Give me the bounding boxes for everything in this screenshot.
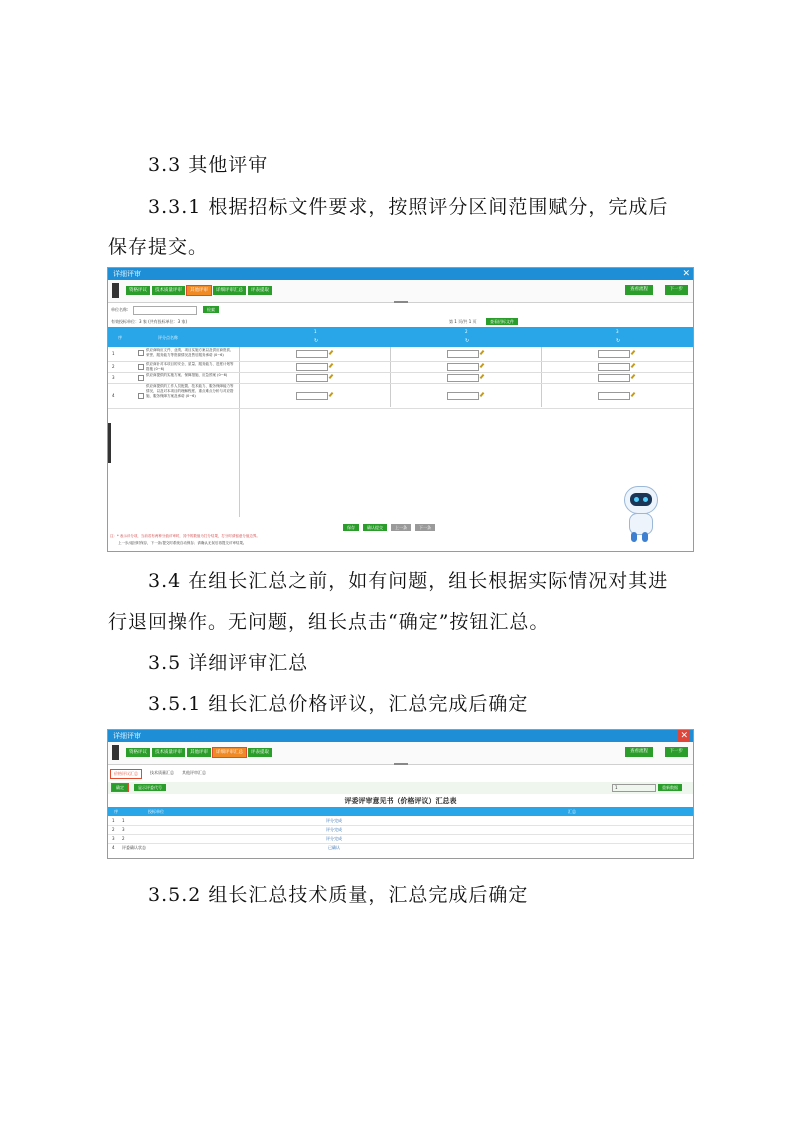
window-title: 详细评审: [113, 732, 141, 740]
summary-table-header: [108, 807, 693, 816]
row-item-text: 供应商针对本项目的安全、质量、服务能力、进度计划等措施 (0~6): [146, 362, 234, 371]
header-bidder-3: 3: [616, 329, 619, 334]
query-button[interactable]: 检索: [203, 306, 219, 313]
score-input[interactable]: [296, 350, 328, 358]
bidder-count: 有效投标单位：3 家 (共有投标单位：3 家): [111, 319, 188, 324]
note-line-2: 上一步/返回时保存，下一条/提交时系统自动保存；请确认无误后再提交评审结果。: [118, 541, 247, 545]
row-status-link[interactable]: 评分完成: [326, 827, 342, 832]
confirm-status: 已确认: [328, 845, 340, 850]
pencil-icon[interactable]: [480, 350, 485, 355]
collapse-handle[interactable]: [394, 301, 408, 303]
table-row: [108, 826, 693, 835]
section-heading-3-3: 3.3 其他评审: [148, 154, 269, 176]
header-item: 评分点名称: [158, 335, 178, 340]
table-row: [108, 817, 693, 826]
subtab-other[interactable]: 其他评审汇总: [182, 770, 206, 775]
tab-other-review[interactable]: 其他评审: [187, 286, 211, 295]
summary-table-body: [108, 817, 693, 852]
subtab-technical[interactable]: 技术质量汇总: [150, 770, 174, 775]
row-no: 2: [112, 827, 115, 832]
score-input[interactable]: [447, 350, 479, 358]
tab-technical[interactable]: 技术质量评审: [152, 286, 185, 295]
tab-technical[interactable]: 技术质量评审: [152, 748, 185, 757]
robot-mascot: [620, 486, 660, 546]
app-logo: [112, 283, 119, 298]
row-name: 1: [122, 818, 125, 823]
stage-tabs: [126, 748, 272, 757]
row-no: 2: [112, 364, 115, 369]
score-input[interactable]: [447, 374, 479, 382]
row-checkbox[interactable]: [138, 350, 144, 356]
window-title: 详细评审: [113, 270, 141, 278]
tab-qualification[interactable]: 资格评议: [126, 748, 150, 757]
row-checkbox[interactable]: [138, 393, 144, 399]
row-no: 1: [112, 818, 115, 823]
row-item-text: 供应商响应文件、业绩、项目实施方案以及供应商资质、荣誉、服务能力等资源情况及售后服务承诺 (0~6): [146, 348, 234, 357]
tab-other-review[interactable]: 其他评审: [187, 748, 211, 757]
header-name: 投标单位: [148, 809, 164, 814]
row-no: 3: [112, 836, 115, 841]
bottom-button-bar: [343, 524, 435, 531]
row-no: 4: [112, 845, 115, 850]
paragraph-3-3-1: 3.3.1 根据招标文件要求，按照评分区间范围赋分，完成后: [148, 196, 669, 218]
summary-table-title: 评委评审意见书（价格评议）汇总表: [344, 797, 457, 805]
collapse-handle[interactable]: [394, 763, 408, 765]
pencil-icon[interactable]: [631, 392, 636, 397]
view-process-button[interactable]: 查看流程: [625, 747, 653, 757]
toolbar: [108, 280, 693, 303]
price-summary-screenshot: [107, 729, 694, 859]
tab-qualification[interactable]: 资格评议: [126, 286, 150, 295]
next-step-button[interactable]: 下一步: [665, 747, 689, 757]
page-input[interactable]: 1: [612, 784, 656, 792]
window-titlebar: [108, 268, 693, 280]
tab-extract[interactable]: 评表提取: [248, 286, 272, 295]
save-button[interactable]: 保存: [343, 524, 359, 531]
company-search-input[interactable]: [133, 306, 197, 315]
page-indicator: 第 1 页/共 1 页: [449, 319, 477, 324]
show-judge-code-button[interactable]: 显示评委代号: [134, 784, 166, 791]
paragraph-3-3-1-cont: 保存提交。: [108, 236, 209, 258]
pencil-icon[interactable]: [631, 363, 636, 368]
next-button[interactable]: 下一条: [415, 524, 435, 531]
side-strip: [108, 423, 111, 463]
summary-subtabs: [110, 769, 206, 779]
tab-extract[interactable]: 评表提取: [248, 748, 272, 757]
row-name: 3: [122, 827, 125, 832]
pencil-icon[interactable]: [631, 374, 636, 379]
row-name: 2: [122, 836, 125, 841]
pencil-icon[interactable]: [329, 374, 334, 379]
pencil-icon[interactable]: [329, 363, 334, 368]
tab-summary[interactable]: 详细评审汇总: [213, 286, 246, 295]
table-row: [108, 844, 693, 852]
row-item-text: 供应商提供的实施方案、保障措施、应急预案 (0~6): [146, 373, 228, 377]
app-logo: [112, 745, 119, 760]
score-input[interactable]: [296, 374, 328, 382]
window-titlebar: [108, 730, 693, 742]
next-step-button[interactable]: 下一步: [665, 285, 689, 295]
header-no: 序: [118, 335, 122, 340]
previous-button[interactable]: 上一条: [391, 524, 411, 531]
table-row: [108, 347, 693, 362]
table-header: [108, 327, 693, 347]
score-input[interactable]: [447, 392, 479, 400]
score-input[interactable]: [598, 374, 630, 382]
view-process-button[interactable]: 查看流程: [625, 285, 653, 295]
close-icon[interactable]: ✕: [682, 269, 690, 279]
table-row: [108, 835, 693, 844]
header-sum: 汇总: [568, 809, 576, 814]
toolbar: [108, 742, 693, 765]
note-line-1: 注：* 表示评分项，当前若有两种分值评审时，其中的数值为打分结果，打分时请留意分值边界。: [110, 534, 260, 538]
paragraph-3-5-2: 3.5.2 组长汇总技术质量，汇总完成后确定: [148, 884, 529, 906]
scoring-screenshot: [107, 267, 694, 552]
row-checkbox[interactable]: [138, 364, 144, 370]
pencil-icon[interactable]: [480, 374, 485, 379]
refresh-data-button[interactable]: 重新数据: [658, 784, 682, 791]
refresh-icon[interactable]: ↻: [465, 338, 470, 344]
refresh-icon[interactable]: ↻: [616, 338, 621, 344]
section-heading-3-5: 3.5 详细评审汇总: [148, 652, 309, 674]
pencil-icon[interactable]: [480, 363, 485, 368]
search-row: [111, 306, 686, 315]
score-input[interactable]: [598, 392, 630, 400]
row-checkbox[interactable]: [138, 375, 144, 381]
score-input[interactable]: [296, 392, 328, 400]
row-status-link[interactable]: 评分完成: [326, 818, 342, 823]
row-no: 3: [112, 375, 115, 380]
row-no: 4: [112, 393, 115, 398]
row-no: 1: [112, 351, 115, 356]
table-row: [108, 383, 693, 409]
paragraph-3-4: 3.4 在组长汇总之前，如有问题，组长根据实际情况对其进: [148, 570, 669, 592]
score-input[interactable]: [598, 363, 630, 371]
confirm-button[interactable]: 确定: [112, 784, 128, 791]
close-icon[interactable]: ✕: [680, 731, 688, 741]
refresh-icon[interactable]: ↻: [314, 338, 319, 344]
tab-summary[interactable]: 详细评审汇总: [213, 748, 246, 757]
pencil-icon[interactable]: [329, 392, 334, 397]
paragraph-3-4-cont: 行退回操作。无问题，组长点击“确定”按钮汇总。: [108, 611, 550, 633]
count-row: [111, 318, 686, 326]
header-bidder-1: 1: [314, 329, 317, 334]
header-no: 序: [114, 809, 118, 814]
pencil-icon[interactable]: [329, 350, 334, 355]
pencil-icon[interactable]: [480, 392, 485, 397]
row-name: 评委确认状态: [122, 845, 146, 850]
score-input[interactable]: [598, 350, 630, 358]
company-label: 单位名称:: [111, 307, 129, 312]
pencil-icon[interactable]: [631, 350, 636, 355]
view-tender-file-button[interactable]: 查看招标文件: [486, 318, 518, 325]
subtab-price[interactable]: 价格评议汇总: [110, 769, 142, 779]
row-item-text: 供应商提供的工作人员配置、技术能力、服务保障能力等情况，以及对本项目的理解程度、重点难点分析与对应措施、服务保障方案及承诺 (0~6): [146, 384, 234, 398]
confirm-submit-button[interactable]: 确认提交: [363, 524, 387, 531]
paragraph-3-5-1: 3.5.1 组长汇总价格评议，汇总完成后确定: [148, 693, 529, 715]
score-input[interactable]: [296, 363, 328, 371]
action-bar: [108, 782, 693, 794]
stage-tabs: [126, 286, 272, 295]
header-bidder-2: 2: [465, 329, 468, 334]
row-status-link[interactable]: 评分完成: [326, 836, 342, 841]
score-input[interactable]: [447, 363, 479, 371]
